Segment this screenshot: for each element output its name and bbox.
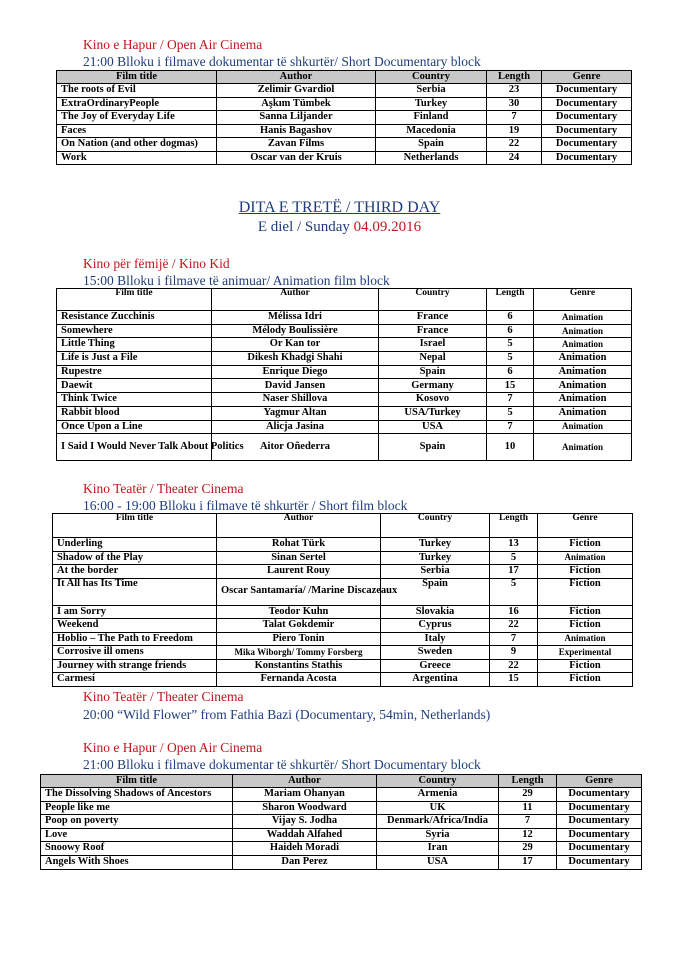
table-row bbox=[53, 659, 633, 673]
column-header-length: Length bbox=[490, 514, 538, 538]
day-date-label: E diel / Sunday bbox=[257, 219, 354, 235]
cell-film-title: Somewhere bbox=[57, 324, 212, 338]
cell-genre: Fiction bbox=[538, 659, 633, 673]
cell-country: Spain bbox=[379, 365, 487, 379]
cell-genre: Animation bbox=[538, 551, 633, 565]
cell-author: Haideh Moradi bbox=[233, 842, 377, 856]
cell-country: Argentina bbox=[381, 673, 490, 687]
section-subtitle-short-film-block: 16:00 - 19:00 Blloku i filmave të shkurtër / Short film block bbox=[83, 498, 408, 513]
cell-author: Dan Perez bbox=[233, 855, 377, 869]
cell-film-title: Once Upon a Line bbox=[57, 420, 212, 434]
cell-film-title: The Dissolving Shadows of Ancestors bbox=[41, 788, 233, 802]
cell-genre: Animation bbox=[534, 365, 632, 379]
cell-author: Fernanda Acosta bbox=[217, 673, 381, 687]
table-row bbox=[53, 605, 633, 619]
cell-length: 19 bbox=[487, 124, 542, 138]
cell-film-title: Corrosive ill omens bbox=[53, 646, 217, 660]
cell-film-title: Underling bbox=[53, 538, 217, 552]
cell-film-title: Resistance Zucchinis bbox=[57, 311, 212, 325]
cell-author: Zelimir Gvardiol bbox=[217, 84, 376, 98]
cell-film-title: Journey with strange friends bbox=[53, 659, 217, 673]
cell-author: David Jansen bbox=[212, 379, 379, 393]
cell-length: 23 bbox=[487, 84, 542, 98]
cell-genre: Documentary bbox=[557, 842, 642, 856]
cell-author: Talat Gokdemir bbox=[217, 619, 381, 633]
cell-genre: Animation bbox=[534, 406, 632, 420]
cell-length: 7 bbox=[487, 111, 542, 125]
cell-length: 7 bbox=[490, 632, 538, 646]
day-title: DITA E TRETË / THIRD DAY bbox=[238, 199, 441, 216]
table-row bbox=[57, 111, 632, 125]
cell-genre: Documentary bbox=[557, 801, 642, 815]
cell-film-title: Carmesí bbox=[53, 673, 217, 687]
cell-length: 6 bbox=[487, 365, 534, 379]
cell-author: Naser Shillova bbox=[212, 393, 379, 407]
table-row bbox=[57, 311, 632, 325]
cell-length: 10 bbox=[487, 434, 534, 461]
column-header-genre: Genre bbox=[542, 71, 632, 84]
cell-country: France bbox=[379, 324, 487, 338]
cell-film-title: Weekend bbox=[53, 619, 217, 633]
cell-genre: Documentary bbox=[542, 84, 632, 98]
column-header-film-title: Film title bbox=[41, 775, 233, 788]
table-row bbox=[53, 578, 633, 605]
cell-country: Slovakia bbox=[381, 605, 490, 619]
cell-film-title: People like me bbox=[41, 801, 233, 815]
cell-country: Germany bbox=[379, 379, 487, 393]
cell-length: 5 bbox=[487, 352, 534, 366]
cell-country: Spain bbox=[376, 138, 487, 152]
cell-genre: Animation bbox=[534, 352, 632, 366]
cell-country: Cyprus bbox=[381, 619, 490, 633]
cell-film-title: I Said I Would Never Talk About Politics bbox=[57, 434, 212, 461]
cell-author: Mélissa Idri bbox=[212, 311, 379, 325]
cell-film-title: ExtraOrdinaryPeople bbox=[57, 97, 217, 111]
table-row bbox=[57, 138, 632, 152]
cell-length: 13 bbox=[490, 538, 538, 552]
cell-film-title: Hoblio – The Path to Freedom bbox=[53, 632, 217, 646]
cell-length: 7 bbox=[487, 393, 534, 407]
cell-author: Aşkım Tümbek bbox=[217, 97, 376, 111]
cell-author: Oscar van der Kruis bbox=[217, 151, 376, 165]
cell-genre: Animation bbox=[538, 632, 633, 646]
column-header-author: Author bbox=[217, 71, 376, 84]
column-header-author: Author bbox=[217, 514, 381, 538]
table-row bbox=[57, 97, 632, 111]
cell-film-title: Think Twice bbox=[57, 393, 212, 407]
cell-genre: Documentary bbox=[557, 788, 642, 802]
table-row bbox=[57, 324, 632, 338]
schedule-table-open-air-2 bbox=[40, 774, 642, 870]
table-row bbox=[41, 855, 642, 869]
cell-author: Enrique Diego bbox=[212, 365, 379, 379]
table-row bbox=[57, 365, 632, 379]
section-subtitle-doc-block-1: 21:00 Blloku i filmave dokumentar të shkurtër/ Short Documentary block bbox=[83, 54, 481, 69]
cell-film-title: Faces bbox=[57, 124, 217, 138]
cell-country: USA bbox=[379, 420, 487, 434]
cell-country: Kosovo bbox=[379, 393, 487, 407]
cell-author: Dikesh Khadgi Shahi bbox=[212, 352, 379, 366]
cell-genre: Documentary bbox=[557, 828, 642, 842]
column-header-length: Length bbox=[487, 71, 542, 84]
cell-genre: Fiction bbox=[538, 578, 633, 605]
cell-film-title: Daewit bbox=[57, 379, 212, 393]
cell-author: Piero Tonin bbox=[217, 632, 381, 646]
cell-film-title: It All has Its Time bbox=[53, 578, 217, 605]
table-header-row bbox=[57, 71, 632, 84]
cell-genre: Fiction bbox=[538, 565, 633, 579]
column-header-country: Country bbox=[379, 289, 487, 311]
cell-author: Mélody Boulissière bbox=[212, 324, 379, 338]
cell-genre: Animation bbox=[534, 434, 632, 461]
column-header-country: Country bbox=[377, 775, 499, 788]
cell-genre: Experimental bbox=[538, 646, 633, 660]
cell-author: Rohat Türk bbox=[217, 538, 381, 552]
cell-length: 5 bbox=[490, 551, 538, 565]
section-title-theater-2: Kino Teatër / Theater Cinema bbox=[83, 689, 244, 704]
table-row bbox=[53, 551, 633, 565]
cell-film-title: On Nation (and other dogmas) bbox=[57, 138, 217, 152]
cell-country: Nepal bbox=[379, 352, 487, 366]
cell-country: USA/Turkey bbox=[379, 406, 487, 420]
cell-length: 22 bbox=[490, 659, 538, 673]
cell-film-title: At the border bbox=[53, 565, 217, 579]
cell-country: USA bbox=[377, 855, 499, 869]
section-title-kino-kid: Kino për fëmijë / Kino Kid bbox=[83, 256, 230, 271]
cell-length: 22 bbox=[487, 138, 542, 152]
cell-film-title: Poop on poverty bbox=[41, 815, 233, 829]
cell-film-title: Little Thing bbox=[57, 338, 212, 352]
table-row bbox=[53, 619, 633, 633]
table-row bbox=[53, 538, 633, 552]
section-title-theater-1: Kino Teatër / Theater Cinema bbox=[83, 481, 244, 496]
day-date-value: 04.09.2016 bbox=[353, 219, 422, 235]
cell-genre: Animation bbox=[534, 338, 632, 352]
cell-length: 15 bbox=[490, 673, 538, 687]
table-row bbox=[41, 815, 642, 829]
cell-country: Turkey bbox=[381, 538, 490, 552]
cell-genre: Documentary bbox=[542, 97, 632, 111]
schedule-table-open-air-1 bbox=[56, 70, 632, 165]
section-subtitle-wild-flower: 20:00 “Wild Flower” from Fathia Bazi (Documentary, 54min, Netherlands) bbox=[83, 707, 491, 722]
cell-author: Vijay S. Jodha bbox=[233, 815, 377, 829]
cell-genre: Documentary bbox=[557, 815, 642, 829]
cell-country: Finland bbox=[376, 111, 487, 125]
cell-film-title: Shadow of the Play bbox=[53, 551, 217, 565]
cell-country: UK bbox=[377, 801, 499, 815]
table-row bbox=[53, 632, 633, 646]
cell-film-title: Life is Just a File bbox=[57, 352, 212, 366]
cell-author: Laurent Rouy bbox=[217, 565, 381, 579]
cell-genre: Animation bbox=[534, 420, 632, 434]
cell-genre: Fiction bbox=[538, 619, 633, 633]
cell-film-title: Rabbit blood bbox=[57, 406, 212, 420]
cell-length: 30 bbox=[487, 97, 542, 111]
cell-length: 15 bbox=[487, 379, 534, 393]
cell-country: France bbox=[379, 311, 487, 325]
cell-genre: Animation bbox=[534, 311, 632, 325]
column-header-country: Country bbox=[376, 71, 487, 84]
cell-film-title: Love bbox=[41, 828, 233, 842]
cell-film-title: Angels With Shoes bbox=[41, 855, 233, 869]
table-row bbox=[57, 124, 632, 138]
section-subtitle-doc-block-2: 21:00 Blloku i filmave dokumentar të shkurtër/ Short Documentary block bbox=[83, 757, 481, 772]
cell-country: Spain bbox=[379, 434, 487, 461]
cell-genre: Animation bbox=[534, 379, 632, 393]
cell-country: Spain bbox=[381, 578, 490, 605]
table-row bbox=[57, 434, 632, 461]
section-title-open-air-1: Kino e Hapur / Open Air Cinema bbox=[83, 37, 263, 52]
cell-length: 22 bbox=[490, 619, 538, 633]
cell-country: Netherlands bbox=[376, 151, 487, 165]
cell-country: Sweden bbox=[381, 646, 490, 660]
cell-film-title: Work bbox=[57, 151, 217, 165]
column-header-genre: Genre bbox=[557, 775, 642, 788]
cell-length: 7 bbox=[499, 815, 557, 829]
table-row bbox=[41, 828, 642, 842]
column-header-length: Length bbox=[499, 775, 557, 788]
table-row bbox=[57, 352, 632, 366]
cell-country: Italy bbox=[381, 632, 490, 646]
cell-author: Sharon Woodward bbox=[233, 801, 377, 815]
cell-genre: Fiction bbox=[538, 605, 633, 619]
table-row bbox=[57, 379, 632, 393]
cell-country: Turkey bbox=[376, 97, 487, 111]
cell-genre: Documentary bbox=[557, 855, 642, 869]
column-header-author: Author bbox=[233, 775, 377, 788]
column-header-length: Length bbox=[487, 289, 534, 311]
cell-genre: Animation bbox=[534, 393, 632, 407]
schedule-table-kino-kid bbox=[56, 288, 632, 461]
cell-genre: Fiction bbox=[538, 673, 633, 687]
table-row bbox=[57, 420, 632, 434]
table-row bbox=[57, 84, 632, 98]
cell-film-title: The roots of Evil bbox=[57, 84, 217, 98]
cell-length: 12 bbox=[499, 828, 557, 842]
cell-genre: Documentary bbox=[542, 151, 632, 165]
table-header-row bbox=[41, 775, 642, 788]
cell-length: 6 bbox=[487, 324, 534, 338]
cell-length: 17 bbox=[499, 855, 557, 869]
column-header-film-title: Film title bbox=[53, 514, 217, 538]
table-row bbox=[41, 801, 642, 815]
table-row bbox=[57, 151, 632, 165]
cell-author: Mika Wiborgh/ Tommy Forsberg bbox=[217, 646, 381, 660]
cell-author: Sanna Liljander bbox=[217, 111, 376, 125]
table-row bbox=[53, 646, 633, 660]
cell-author: Konstantins Stathis bbox=[217, 659, 381, 673]
cell-length: 5 bbox=[490, 578, 538, 605]
cell-author: Sinan Sertel bbox=[217, 551, 381, 565]
cell-country: Israel bbox=[379, 338, 487, 352]
cell-country: Armenia bbox=[377, 788, 499, 802]
column-header-genre: Genre bbox=[534, 289, 632, 311]
section-title-open-air-2: Kino e Hapur / Open Air Cinema bbox=[83, 740, 263, 755]
cell-length: 16 bbox=[490, 605, 538, 619]
cell-length: 29 bbox=[499, 842, 557, 856]
cell-author: Yagmur Altan bbox=[212, 406, 379, 420]
schedule-table-theater-short bbox=[52, 513, 633, 687]
cell-film-title: I am Sorry bbox=[53, 605, 217, 619]
table-header-row bbox=[57, 289, 632, 311]
cell-film-title: Rupestre bbox=[57, 365, 212, 379]
cell-author: Or Kan tor bbox=[212, 338, 379, 352]
cell-author: Teodor Kuhn bbox=[217, 605, 381, 619]
cell-genre: Animation bbox=[534, 324, 632, 338]
cell-genre: Documentary bbox=[542, 138, 632, 152]
cell-length: 9 bbox=[490, 646, 538, 660]
table-row bbox=[41, 842, 642, 856]
table-row bbox=[57, 338, 632, 352]
cell-length: 7 bbox=[487, 420, 534, 434]
table-row bbox=[57, 406, 632, 420]
cell-length: 24 bbox=[487, 151, 542, 165]
cell-length: 6 bbox=[487, 311, 534, 325]
cell-length: 5 bbox=[487, 406, 534, 420]
cell-author: Waddah Alfahed bbox=[233, 828, 377, 842]
cell-film-title: Snoowy Roof bbox=[41, 842, 233, 856]
cell-genre: Documentary bbox=[542, 124, 632, 138]
table-header-row bbox=[53, 514, 633, 538]
cell-author: Aitor Oñederra bbox=[212, 434, 379, 461]
cell-length: 29 bbox=[499, 788, 557, 802]
cell-author: Alicja Jasina bbox=[212, 420, 379, 434]
cell-country: Greece bbox=[381, 659, 490, 673]
day-date bbox=[0, 219, 679, 236]
cell-film-title: The Joy of Everyday Life bbox=[57, 111, 217, 125]
table-row bbox=[57, 393, 632, 407]
cell-country: Turkey bbox=[381, 551, 490, 565]
column-header-genre: Genre bbox=[538, 514, 633, 538]
table-row bbox=[41, 788, 642, 802]
cell-genre: Fiction bbox=[538, 538, 633, 552]
cell-country: Syria bbox=[377, 828, 499, 842]
cell-country: Serbia bbox=[376, 84, 487, 98]
cell-length: 11 bbox=[499, 801, 557, 815]
column-header-film-title: Film title bbox=[57, 289, 212, 311]
cell-country: Denmark/Africa/India bbox=[377, 815, 499, 829]
cell-country: Serbia bbox=[381, 565, 490, 579]
table-row bbox=[53, 565, 633, 579]
section-subtitle-animation-block: 15:00 Blloku i filmave të animuar/ Animation film block bbox=[83, 273, 390, 288]
cell-author: Oscar Santamaría/ /Marine Discazeaux bbox=[217, 578, 381, 605]
cell-author: Zavan Films bbox=[217, 138, 376, 152]
table-row bbox=[53, 673, 633, 687]
cell-author: Mariam Ohanyan bbox=[233, 788, 377, 802]
cell-country: Iran bbox=[377, 842, 499, 856]
cell-length: 17 bbox=[490, 565, 538, 579]
cell-genre: Documentary bbox=[542, 111, 632, 125]
column-header-country: Country bbox=[381, 514, 490, 538]
column-header-author: Author bbox=[212, 289, 379, 311]
cell-author: Hanis Bagashov bbox=[217, 124, 376, 138]
cell-country: Macedonia bbox=[376, 124, 487, 138]
column-header-film-title: Film title bbox=[57, 71, 217, 84]
cell-length: 5 bbox=[487, 338, 534, 352]
